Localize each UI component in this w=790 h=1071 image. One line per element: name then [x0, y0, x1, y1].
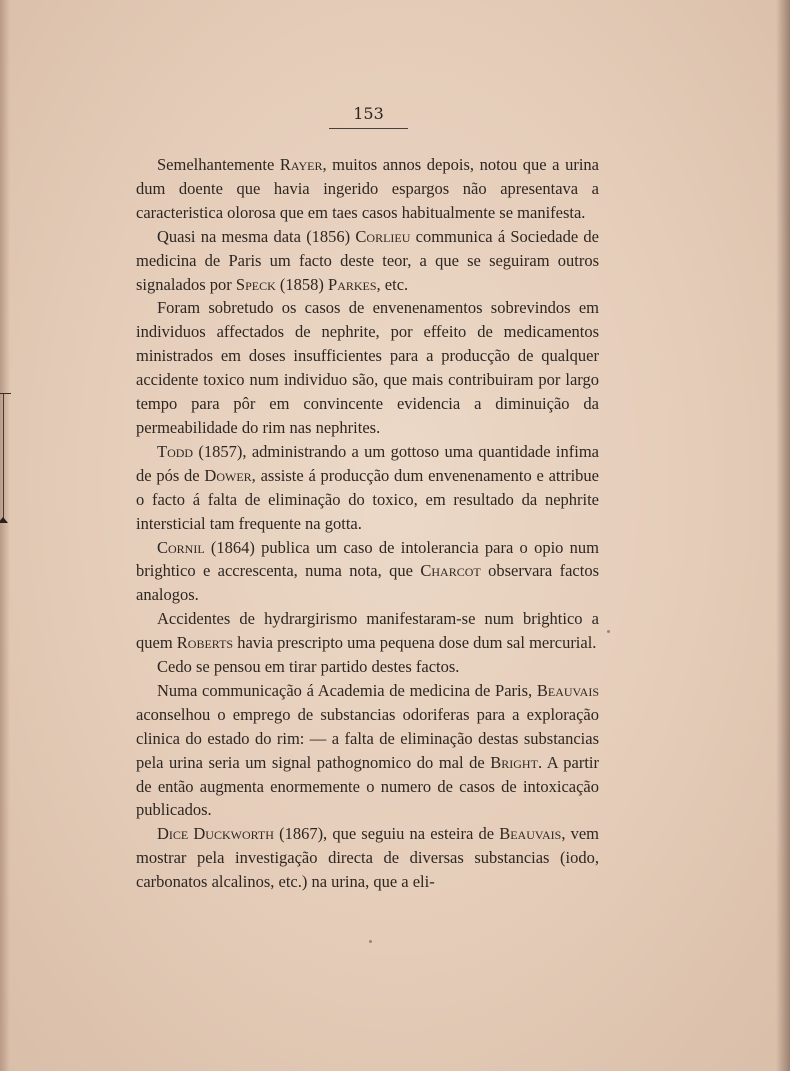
author-name: Corlieu [355, 226, 411, 246]
page-number: 153 [353, 104, 384, 123]
text-run: Numa communicação á Academia de medicina de Paris, [157, 680, 537, 700]
header-rule [329, 128, 408, 129]
author-name: Cornil [157, 537, 205, 557]
text-run: . A partir de então augmenta enormemente o numero de casos de intoxicação publicados. [136, 752, 600, 820]
page-right-edge-shadow [776, 0, 790, 1071]
author-name: Bright [490, 752, 538, 772]
body-text [136, 153, 599, 894]
paragraph-hydrargirismo [136, 607, 599, 655]
text-run: Foram sobretudo os casos de envenenamentos sobrevindos em individuos affectados de nephrite, por effeito de medicamentos ministrados em doses insufficientes para a producção de qualquer accidente toxico num individuo são, que mais contribuiram por largo tempo para pôr em convincente evidencia a diminuição da permeabilidade do rim nas nephrites. [136, 298, 599, 437]
paragraph-envenenamentos [136, 296, 599, 439]
paragraph-cornil [136, 536, 599, 608]
author-name: Roberts [176, 633, 234, 653]
text-run: aconselhou o emprego de substancias odoriferas para a exploração clinica do estado do rim: — a falta de eliminação destas substancias pela urina seria um signal pathognomico do mal de [136, 704, 599, 772]
author-name: Charcot [420, 561, 481, 581]
author-name: Speck [235, 274, 276, 294]
text-run: Accidentes de hydrargirismo manifestaram-se num brightico a quem [136, 609, 599, 653]
binding-tab-marker [3, 393, 11, 521]
text-run: Semelhantemente [157, 155, 280, 174]
author-name: Beauvais [536, 680, 599, 700]
author-name: Rayer [279, 155, 323, 174]
paragraph-cedo [136, 655, 599, 679]
author-name: Beauvais [499, 824, 562, 844]
text-run: (1857), administrando a um gottoso uma quantidade infima de pós de [136, 441, 599, 485]
text-run: communica á Sociedade de medicina de Paris um facto deste teor, a que se seguiram outros signalados por [136, 226, 599, 294]
paragraph-duckworth [136, 822, 599, 894]
paragraph-corlieu [136, 225, 599, 297]
author-name: Dice Duckworth [157, 824, 274, 844]
author-name: Parkes [328, 274, 377, 294]
page-left-edge-shadow [0, 0, 10, 1071]
text-run: , etc. [376, 274, 409, 294]
text-run: , assiste á producção dum envenenamento e attribue o facto á falta de eliminação do toxico, em resultado da nephrite intersticial tam frequente na gotta. [136, 465, 599, 533]
paper-speck [369, 940, 372, 943]
text-run: (1858) [275, 274, 329, 294]
paragraph-todd [136, 440, 599, 536]
text-run: Cedo se pensou em tirar partido destes factos. [157, 657, 460, 677]
text-run: Quasi na mesma data (1856) [157, 226, 356, 246]
author-name: Dower [204, 465, 252, 485]
author-name: Todd [157, 441, 194, 461]
text-run: (1864) publica um caso de intolerancia para o opio num brightico e accrescenta, numa nota, que [136, 537, 599, 581]
text-run: (1867), que seguiu na esteira de [273, 824, 500, 844]
paragraph-rayer [136, 153, 599, 225]
text-run: havia prescripto uma pequena dose dum sal mercurial. [233, 633, 597, 653]
paragraph-beauvais [136, 679, 599, 822]
text-run: , vem mostrar pela investigação directa de diversas substancias (iodo, carbonatos alcalinos, etc.) na urina, que a eli- [136, 824, 599, 892]
paper-speck [607, 630, 610, 633]
text-run: observara factos analogos. [136, 561, 599, 605]
text-run: , muitos annos depois, notou que a urina dum doente que havia ingerido espargos não apresentava a caracteristica olorosa que em taes casos habitualmente se manifesta. [136, 155, 599, 222]
